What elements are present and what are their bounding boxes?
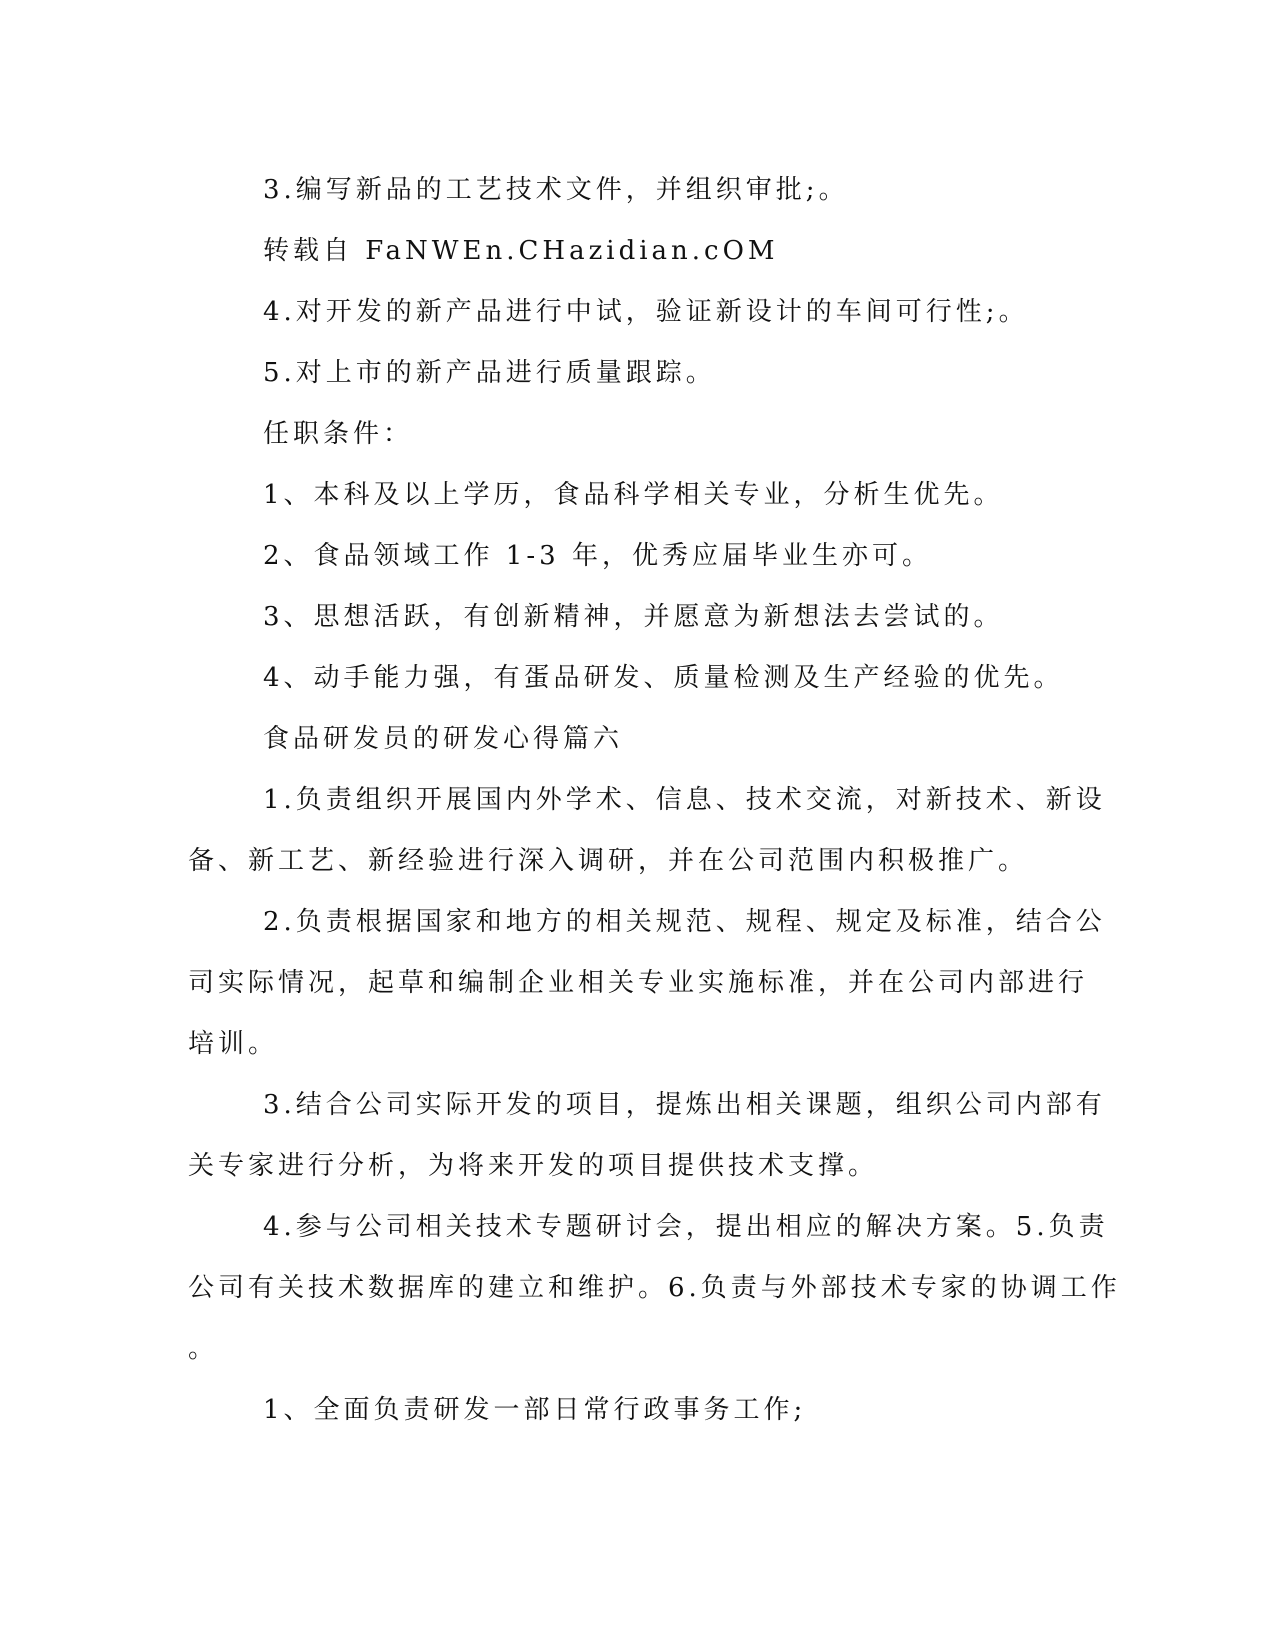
text-line: 转载自 FaNWEn.CHazidian.cOM	[263, 236, 779, 266]
text-line: 公司有关技术数据库的建立和维护。6.负责与外部技术专家的协调工作	[188, 1273, 1121, 1303]
text-line: 2、食品领域工作 1-3 年，优秀应届毕业生亦可。	[263, 541, 932, 571]
text-line: 4.对开发的新产品进行中试，验证新设计的车间可行性;。	[263, 297, 1029, 327]
text-line: 1、全面负责研发一部日常行政事务工作;	[263, 1395, 807, 1425]
text-line: 3、思想活跃，有创新精神，并愿意为新想法去尝试的。	[263, 602, 1004, 632]
text-line: 4、动手能力强，有蛋品研发、质量检测及生产经验的优先。	[263, 663, 1064, 693]
text-line: 备、新工艺、新经验进行深入调研，并在公司范围内积极推广。	[188, 846, 1029, 876]
text-line: 。	[188, 1334, 219, 1364]
text-line: 1.负责组织开展国内外学术、信息、技术交流，对新技术、新设	[263, 785, 1106, 815]
text-line: 3.编写新品的工艺技术文件，并组织审批;。	[263, 175, 849, 205]
text-line: 3.结合公司实际开发的项目，提炼出相关课题，组织公司内部有	[263, 1090, 1106, 1120]
text-line: 任职条件：	[263, 419, 414, 449]
document-body	[188, 160, 1121, 1441]
text-line: 培训。	[188, 1029, 279, 1059]
section-heading: 食品研发员的研发心得篇六	[263, 724, 624, 754]
text-line: 5.对上市的新产品进行质量跟踪。	[263, 358, 716, 388]
text-line: 司实际情况，起草和编制企业相关专业实施标准，并在公司内部进行	[188, 968, 1089, 998]
text-line: 关专家进行分析，为将来开发的项目提供技术支撑。	[188, 1151, 879, 1181]
text-line: 1、本科及以上学历，食品科学相关专业，分析生优先。	[263, 480, 1004, 510]
text-line: 2.负责根据国家和地方的相关规范、规程、规定及标准，结合公	[263, 907, 1106, 937]
text-line: 4.参与公司相关技术专题研讨会，提出相应的解决方案。5.负责	[263, 1212, 1109, 1242]
